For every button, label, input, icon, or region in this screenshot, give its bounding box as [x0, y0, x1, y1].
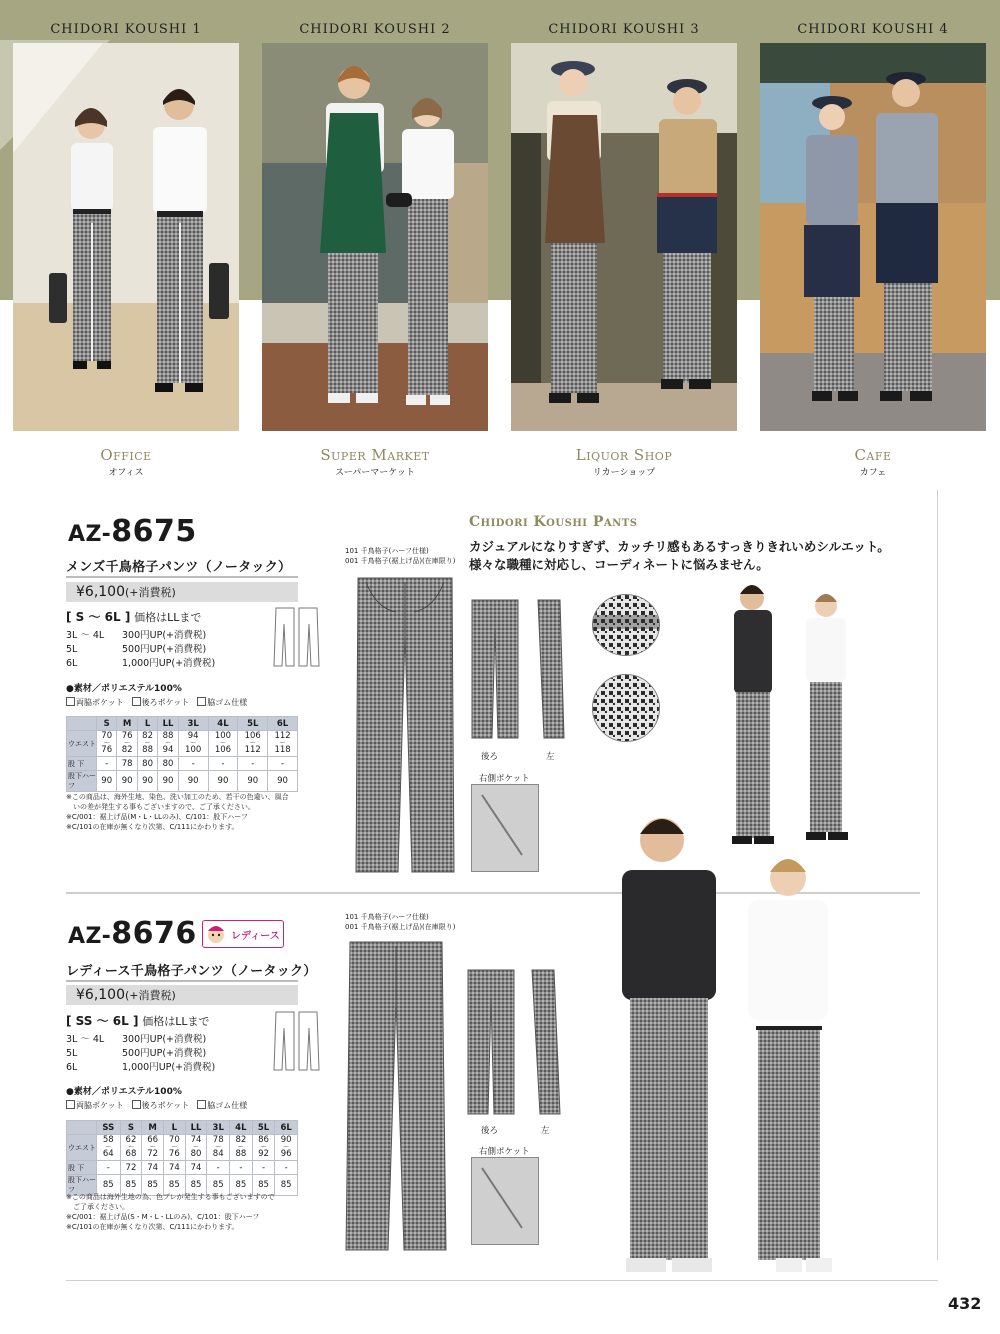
- size-range: [ SS ～ 6L ] 価格はLLまで: [66, 1014, 210, 1028]
- size-table-header: 3L: [207, 1121, 230, 1135]
- feature-list: 両脇ポケット 後ろポケット 脇ゴム仕様: [66, 1100, 255, 1111]
- size-table-cell: 70 〜 76: [163, 1135, 185, 1161]
- product-model-az8675: AZ-8675: [68, 514, 197, 549]
- size-table-header: 6L: [268, 717, 298, 731]
- size-table-cell: 85: [207, 1175, 230, 1196]
- size-table-cell: -: [207, 1161, 230, 1175]
- size-table-cell: 85: [120, 1175, 142, 1196]
- size-table-header: M: [117, 717, 137, 731]
- size-range: [ S ～ 6L ] 価格はLLまで: [66, 610, 202, 624]
- pocket-label: 右側ポケット: [479, 1147, 530, 1157]
- size-table-cell: 85: [275, 1175, 298, 1196]
- size-table-cell: 100 〜 106: [208, 731, 238, 757]
- size-table-cell: 94 〜 100: [178, 731, 208, 757]
- pants-line-drawing: [272, 1008, 322, 1074]
- size-table-cell: 90: [158, 771, 178, 792]
- pants-back-image: [470, 596, 520, 742]
- size-table-row-label: 股 下: [67, 1161, 97, 1175]
- pants-side-image: [534, 596, 566, 742]
- model-photo-pair: [722, 584, 862, 850]
- size-table-cell: 74 〜 80: [185, 1135, 207, 1161]
- size-table-header: 3L: [178, 717, 208, 731]
- material: ●素材／ポリエステル100%: [66, 1087, 182, 1097]
- scene-title-3: CHIDORI KOUSHI 3: [548, 22, 700, 37]
- scene-caption-jp-3: リカーショップ: [592, 468, 656, 478]
- scene-caption-en-3: Liquor Shop: [575, 446, 673, 464]
- size-table-cell: -: [208, 757, 238, 771]
- size-table-cell: 90: [117, 771, 137, 792]
- size-table-cell: 82 〜 88: [230, 1135, 253, 1161]
- size-table-header: M: [142, 1121, 164, 1135]
- view-label-left: 左: [546, 752, 555, 762]
- size-table-cell: 74: [163, 1161, 185, 1175]
- product-name: メンズ千鳥格子パンツ（ノータック）: [66, 560, 292, 575]
- size-table-row-label: 股 下: [67, 757, 97, 771]
- name-underline: [66, 576, 298, 578]
- size-table-cell: 112 〜 118: [268, 731, 298, 757]
- size-table-cell: 62 〜 68: [120, 1135, 142, 1161]
- upcharge-row: 5L 500円UP(+消費税): [66, 1048, 207, 1059]
- size-table-cell: -: [275, 1161, 298, 1175]
- pants-front-image: [344, 938, 448, 1258]
- size-table-cell: 85: [230, 1175, 253, 1196]
- scene-caption-jp-1: オフィス: [108, 468, 144, 478]
- size-table-cell: -: [238, 757, 268, 771]
- color-codes: 101 千鳥格子(ハーフ仕様) 001 千鳥格子(裾上げ品)(在庫限り): [345, 913, 456, 931]
- scene-caption-en-4: Cafe: [854, 446, 892, 464]
- size-table-row-label: ウエスト: [67, 731, 97, 757]
- size-table-cell: 85: [252, 1175, 275, 1196]
- size-table-cell: 80: [137, 757, 157, 771]
- size-table-cell: 74: [142, 1161, 164, 1175]
- size-table-cell: 90: [238, 771, 268, 792]
- size-table: [66, 716, 298, 792]
- size-table-row: [67, 757, 298, 771]
- scene-title-2: CHIDORI KOUSHI 2: [299, 22, 451, 37]
- scene-photo-cafe: [760, 43, 986, 431]
- size-table-header: SS: [97, 1121, 121, 1135]
- fabric-swatch-closeup: [592, 674, 660, 742]
- product-name: レディース千鳥格子パンツ（ノータック）: [66, 964, 317, 979]
- size-table-cell: -: [97, 757, 117, 771]
- size-table-cell: 88 〜 94: [158, 731, 178, 757]
- pocket-detail-image: [471, 1157, 539, 1245]
- size-table-header: LL: [185, 1121, 207, 1135]
- size-table-cell: 90: [97, 771, 117, 792]
- size-table-cell: 90: [178, 771, 208, 792]
- size-table-cell: 78: [117, 757, 137, 771]
- section-description: カジュアルになりすぎず、カッチリ感もあるすっきりきれいめシルエット。 様々な職種に対応し、コーディネートに悩みません。: [469, 539, 890, 572]
- mascot-icon: [205, 923, 227, 945]
- view-label-left: 左: [541, 1126, 550, 1136]
- product-price: ¥6,100(+消費税): [76, 987, 176, 1003]
- view-label-back: 後ろ: [481, 752, 499, 762]
- size-table-cell: -: [252, 1161, 275, 1175]
- pocket-detail-image: [471, 784, 539, 872]
- size-table-cell: 72: [120, 1161, 142, 1175]
- color-codes: 101 千鳥格子(ハーフ仕様) 001 千鳥格子(裾上げ品)(在庫限り): [345, 547, 456, 565]
- size-table-row: [67, 1135, 298, 1161]
- size-table-cell: 85: [97, 1175, 121, 1196]
- size-table-cell: 90: [268, 771, 298, 792]
- product-model-az8676: AZ-8676: [68, 916, 197, 951]
- size-table-cell: 58 〜 64: [97, 1135, 121, 1161]
- size-table-cell: 106 〜 112: [238, 731, 268, 757]
- size-table-row: [67, 771, 298, 792]
- material: ●素材／ポリエステル100%: [66, 684, 182, 694]
- size-table-header: 5L: [238, 717, 268, 731]
- size-table-header: S: [120, 1121, 142, 1135]
- scene-caption-en-1: Office: [100, 446, 152, 464]
- size-table-cell: -: [97, 1161, 121, 1175]
- size-table-corner: [67, 717, 97, 731]
- upcharge-row: 3L ～ 4L 300円UP(+消費税): [66, 1034, 207, 1045]
- page-number: 432: [948, 1294, 982, 1313]
- upcharge-row: 5L 500円UP(+消費税): [66, 644, 207, 655]
- size-table-cell: 90 〜 96: [275, 1135, 298, 1161]
- size-table-cell: 85: [163, 1175, 185, 1196]
- size-table-row: [67, 731, 298, 757]
- name-underline: [66, 980, 298, 982]
- size-table-row-label: 股下ハーフ: [68, 1176, 96, 1194]
- product-notes: ※この商品は海外生地の為、色ブレが発生する事もございますので ご了承ください。 ※C/001：裾上げ品(S・M・L・LLのみ)、C/101：股下ハーフ ※C/101の在庫が無くなり次第、C/111にかわります。: [66, 1193, 275, 1231]
- pants-back-image: [466, 966, 516, 1118]
- size-table-row-label: ウエスト: [67, 1135, 97, 1161]
- ladies-badge: レディース: [202, 920, 284, 948]
- view-label-back: 後ろ: [481, 1126, 499, 1136]
- scene-caption-jp-4: カフェ: [859, 468, 887, 478]
- scene-title-1: CHIDORI KOUSHI 1: [50, 22, 202, 37]
- size-table-row-label: 股下ハーフ: [68, 772, 96, 790]
- size-table-cell: -: [230, 1161, 253, 1175]
- size-table-header: LL: [158, 717, 178, 731]
- size-table: [66, 1120, 298, 1196]
- product-price: ¥6,100(+消費税): [76, 584, 176, 600]
- pants-front-image: [354, 574, 456, 880]
- size-table-cell: 78 〜 84: [207, 1135, 230, 1161]
- size-table-cell: 90: [137, 771, 157, 792]
- size-table-header: L: [163, 1121, 185, 1135]
- size-table-header: S: [97, 717, 117, 731]
- scene-caption-en-2: Super Market: [320, 446, 430, 464]
- size-table-header: 6L: [275, 1121, 298, 1135]
- size-table-header: 4L: [230, 1121, 253, 1135]
- size-table-cell: 74: [185, 1161, 207, 1175]
- fabric-swatch-waist: [592, 594, 660, 656]
- section-title: Chidori Koushi Pants: [469, 514, 638, 530]
- scene-photo-supermarket: [262, 43, 488, 431]
- size-table-corner: [67, 1121, 97, 1135]
- size-table-cell: 90: [208, 771, 238, 792]
- pants-line-drawing: [272, 604, 322, 670]
- size-table-cell: 76 〜 82: [117, 731, 137, 757]
- upcharge-row: 3L ～ 4L 300円UP(+消費税): [66, 630, 207, 641]
- size-table-row: [67, 1161, 298, 1175]
- upcharge-row: 6L 1,000円UP(+消費税): [66, 1062, 216, 1073]
- size-table-cell: -: [178, 757, 208, 771]
- size-table-cell: 85: [185, 1175, 207, 1196]
- scene-title-4: CHIDORI KOUSHI 4: [797, 22, 949, 37]
- pocket-label: 右側ポケット: [479, 774, 530, 784]
- size-table-cell: 70 〜 76: [97, 731, 117, 757]
- upcharge-row: 6L 1,000円UP(+消費税): [66, 658, 216, 669]
- size-table-cell: 85: [142, 1175, 164, 1196]
- scene-caption-jp-2: スーパーマーケット: [335, 468, 415, 478]
- pants-side-image: [528, 966, 562, 1118]
- size-table-cell: 80: [158, 757, 178, 771]
- scene-photo-liquor-shop: [511, 43, 737, 431]
- product-notes: ※この商品は、海外生地、染色、洗い加工のため、若干の色違い、風合 いの差が発生する事もございますので、ご了承ください。 ※C/001：裾上げ品(M・L・LLのみ)、C/101：股下ハーフ ※C/101の在庫が無くなり次第、C/111にかわります。: [66, 793, 289, 831]
- size-table-header: L: [137, 717, 157, 731]
- size-table-header: 5L: [252, 1121, 275, 1135]
- frame-right-line: [937, 490, 938, 1260]
- size-table-cell: 86 〜 92: [252, 1135, 275, 1161]
- size-table-cell: 82 〜 88: [137, 731, 157, 757]
- size-table-header: 4L: [208, 717, 238, 731]
- scene-photo-office: [13, 43, 239, 431]
- size-table-cell: -: [268, 757, 298, 771]
- feature-list: 両脇ポケット 後ろポケット 脇ゴム仕様: [66, 697, 255, 708]
- model-photo-pair-large: [600, 812, 840, 1282]
- size-table-cell: 66 〜 72: [142, 1135, 164, 1161]
